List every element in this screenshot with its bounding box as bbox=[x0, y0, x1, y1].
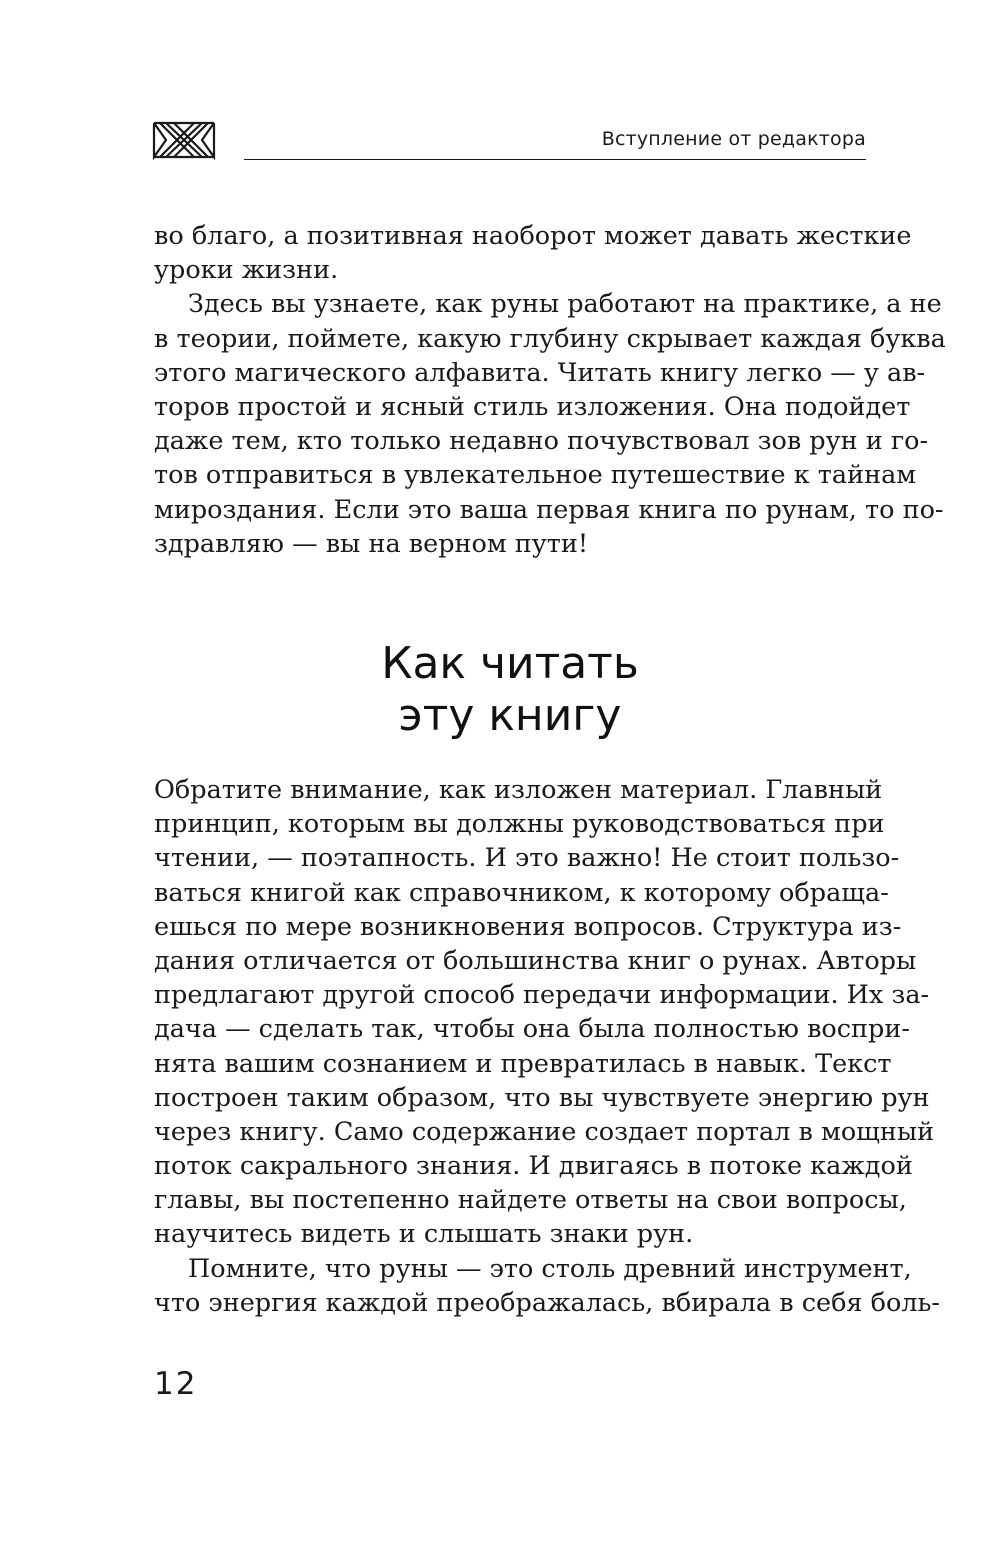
text-line: во благо, а позитивная наоборот может давать жесткие bbox=[154, 221, 912, 251]
text-line: принцип, которым вы должны руководствоваться при bbox=[154, 809, 885, 840]
text-line: дания отличается от большинства книг о рунах. Авторы bbox=[154, 945, 917, 976]
text-line: Здесь вы узнаете, как руны работают на практике, а не bbox=[188, 289, 942, 320]
section-heading-line: эту книгу bbox=[398, 690, 622, 741]
text-line: предлагают другой способ передачи информации. Их за- bbox=[154, 980, 930, 1011]
text-line: ешься по мере возникновения вопросов. Структура из- bbox=[154, 911, 902, 942]
text-line: этого магического алфавита. Читать книгу легко — у ав- bbox=[154, 357, 926, 388]
paragraph bbox=[154, 773, 935, 1252]
text-line: тов отправиться в увлекательное путешествие к тайнам bbox=[154, 460, 917, 491]
paragraph bbox=[154, 287, 946, 561]
section-heading-line: Как читать bbox=[381, 638, 639, 689]
text-line: что энергия каждой преображалась, вбирала в себя боль- bbox=[154, 1287, 941, 1318]
text-line: Помните, что руны — это столь древний инструмент, bbox=[188, 1253, 912, 1284]
text-line: главы, вы постепенно найдете ответы на свои вопросы, bbox=[154, 1185, 907, 1216]
text-line: даже тем, кто только недавно почувствовал зов рун и го- bbox=[154, 426, 929, 457]
text-line: нята вашим сознанием и превратилась в навык. Текст bbox=[154, 1048, 892, 1079]
section-heading bbox=[154, 638, 866, 742]
paragraph bbox=[154, 219, 912, 287]
text-line: мироздания. Если это ваша первая книга по рунам, то по- bbox=[154, 494, 944, 525]
text-line: чтении, — поэтапность. И это важно! Не стоит пользо- bbox=[154, 843, 900, 874]
text-line: построен таким образом, что вы чувствуете энергию рун bbox=[154, 1082, 930, 1113]
text-line: через книгу. Само содержание создает портал в мощный bbox=[154, 1116, 935, 1147]
text-line: поток сакрального знания. И двигаясь в потоке каждой bbox=[154, 1151, 913, 1182]
text-line: уроки жизни. bbox=[154, 255, 339, 286]
page-number: 12 bbox=[154, 1366, 198, 1402]
text-line: научитесь видеть и слышать знаки рун. bbox=[154, 1219, 694, 1250]
text-line: здравляю — вы на верном пути! bbox=[154, 528, 589, 559]
running-header-title: Вступление от редактора bbox=[601, 128, 866, 150]
text-line: ваться книгой как справочником, к которому обраща- bbox=[154, 877, 889, 908]
text-line: торов простой и ясный стиль изложения. Она подойдет bbox=[154, 391, 911, 422]
text-line: дача — сделать так, чтобы она была полностью воспри- bbox=[154, 1014, 910, 1045]
text-line: в теории, поймете, какую глубину скрывает каждая буква bbox=[154, 323, 946, 354]
body-text-top bbox=[154, 219, 946, 561]
body-text-bottom bbox=[154, 773, 941, 1320]
paragraph bbox=[154, 1252, 941, 1320]
rune-ornament-icon bbox=[152, 120, 216, 160]
text-line: Обратите внимание, как изложен материал. Главный bbox=[154, 775, 883, 805]
header-rule bbox=[244, 159, 866, 160]
